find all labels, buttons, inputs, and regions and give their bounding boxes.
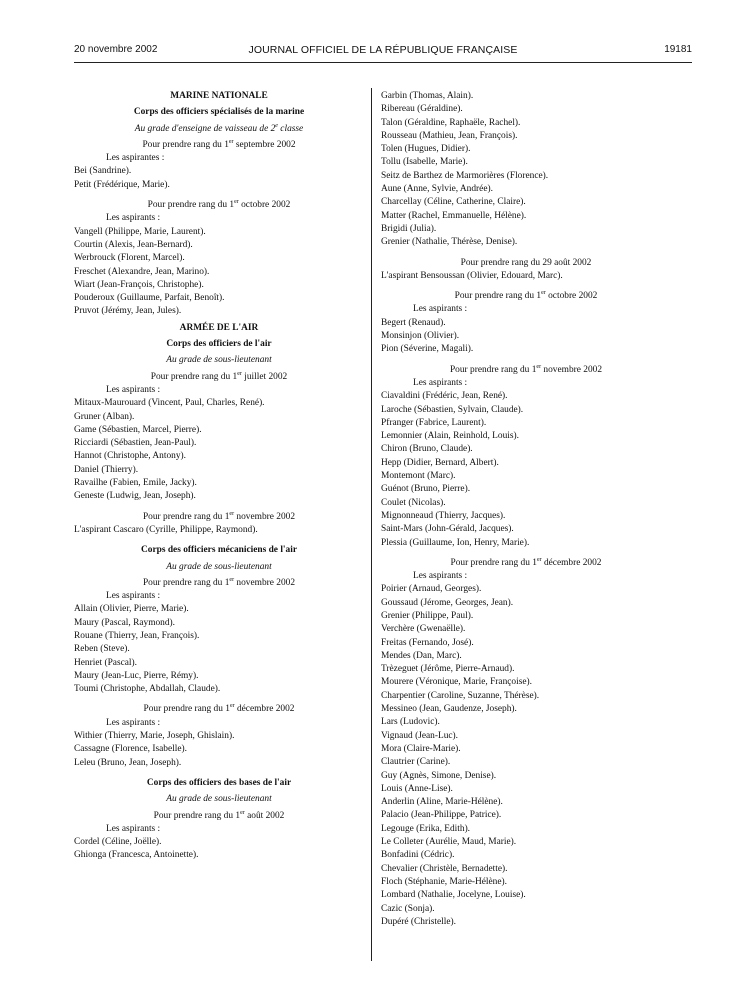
- list-item: Talon (Géraldine, Raphaële, Rachel).: [381, 117, 521, 128]
- list-item: Aune (Anne, Sylvie, Andrée).: [381, 184, 493, 195]
- rank-date-heading: Pour prendre rang du 1er septembre 2002: [142, 138, 296, 150]
- list-item: Lemonnier (Alain, Reinhold, Louis).: [381, 431, 519, 442]
- list-item: Leleu (Bruno, Jean, Joseph).: [74, 757, 182, 768]
- list-item: Ciavaldini (Frédéric, Jean, René).: [381, 391, 508, 402]
- list-item: Toumi (Christophe, Abdallah, Claude).: [74, 684, 221, 695]
- spacer: [74, 504, 364, 511]
- list-item: Withier (Thierry, Marie, Joseph, Ghislain).: [74, 731, 235, 742]
- journal-title: JOURNAL OFFICIEL DE LA RÉPUBLIQUE FRANÇAISE: [248, 44, 518, 56]
- group-label: Les aspirants :: [413, 571, 468, 582]
- list-item: Wiart (Jean-François, Christophe).: [74, 279, 204, 290]
- list-item: Pruvot (Jérémy, Jean, Jules).: [74, 306, 182, 317]
- list-item: Plessia (Guillaume, Ion, Henry, Marie).: [381, 537, 530, 548]
- list-item: Werbrouck (Florent, Marcel).: [74, 253, 185, 264]
- grade-heading: Au grade de sous-lieutenant: [166, 794, 272, 805]
- list-item: Lombard (Nathalie, Jocelyne, Louise).: [381, 890, 526, 901]
- list-item: Coulet (Nicolas).: [381, 497, 446, 508]
- list-item: Ghionga (Francesca, Antoinette).: [74, 850, 199, 861]
- list-item: Mendes (Dan, Marc).: [381, 650, 462, 661]
- list-item: Monsinjon (Olivier).: [381, 331, 460, 342]
- list-item: Messineo (Jean, Gaudenze, Joseph).: [381, 704, 517, 715]
- list-item: Ricciardi (Sébastien, Jean-Paul).: [74, 438, 197, 449]
- list-item: Verchère (Gwenaëlle).: [381, 624, 466, 635]
- grade-heading: Au grade de sous-lieutenant: [166, 355, 272, 366]
- list-item: Ravailhe (Fabien, Emile, Jacky).: [74, 478, 197, 489]
- group-label: Les aspirants :: [413, 304, 468, 315]
- group-label: Les aspirants :: [413, 377, 468, 388]
- page-header: [74, 44, 692, 58]
- list-item: Seitz de Barthez de Marmorières (Florence).: [381, 170, 549, 181]
- list-item: Laroche (Sébastien, Sylvain, Claude).: [381, 404, 524, 415]
- list-item: Charcellay (Céline, Catherine, Claire).: [381, 197, 526, 208]
- list-item: Clautrier (Carine).: [381, 757, 451, 768]
- list-item: Petit (Frédérique, Marie).: [74, 179, 170, 190]
- grade-heading: Au grade de sous-lieutenant: [166, 561, 272, 572]
- list-item: Charpentier (Caroline, Suzanne, Thérèse).: [381, 690, 540, 701]
- list-item: Brigidi (Julia).: [381, 223, 437, 234]
- list-item: Mignonneaud (Thierry, Jacques).: [381, 510, 506, 521]
- spacer: [381, 550, 671, 557]
- group-label: Les aspirants :: [106, 384, 161, 395]
- list-item: Saint-Mars (John-Gérald, Jacques).: [381, 524, 514, 535]
- list-item: Daniel (Thierry).: [74, 464, 139, 475]
- list-item: Cazic (Sonja).: [381, 903, 435, 914]
- list-item: Floch (Stéphanie, Marie-Hélène).: [381, 876, 507, 887]
- list-item: Tollu (Isabelle, Marie).: [381, 157, 468, 168]
- list-item: Hepp (Didier, Bernard, Albert).: [381, 457, 499, 468]
- rank-date-heading: Pour prendre rang du 1er novembre 2002: [449, 363, 603, 375]
- rank-date-heading: Pour prendre rang du 1er décembre 2002: [450, 556, 602, 568]
- list-item: Allain (Olivier, Pierre, Marie).: [74, 604, 189, 615]
- list-item: Legouge (Erika, Edith).: [381, 823, 471, 834]
- list-item: Poirier (Arnaud, Georges).: [381, 584, 482, 595]
- list-item: Pfranger (Fabrice, Laurent).: [381, 417, 487, 428]
- list-item: L'aspirant Cascaro (Cyrille, Philippe, Raymond).: [74, 524, 258, 535]
- spacer: [381, 283, 671, 290]
- list-item: Gruner (Alban).: [74, 411, 135, 422]
- group-label: Les aspirants :: [106, 213, 161, 224]
- list-item: Guénot (Bruno, Pierre).: [381, 484, 471, 495]
- list-item: Guy (Agnès, Simone, Denise).: [381, 770, 497, 781]
- list-item: Rouane (Thierry, Jean, François).: [74, 630, 200, 641]
- list-item: Game (Sébastien, Marcel, Pierre).: [74, 424, 202, 435]
- list-item: Freschet (Alexandre, Jean, Marino).: [74, 266, 210, 277]
- rank-date-heading: Pour prendre rang du 1er juillet 2002: [150, 370, 288, 382]
- list-item: Dupéré (Christelle).: [381, 916, 456, 927]
- list-item: Cassagne (Florence, Isabelle).: [74, 744, 187, 755]
- list-item: Ribereau (Géraldine).: [381, 104, 463, 115]
- left-column: [74, 90, 364, 863]
- list-item: Hannot (Christophe, Antony).: [74, 451, 186, 462]
- spacer: [74, 770, 364, 777]
- list-item: Rousseau (Mathieu, Jean, François).: [381, 130, 518, 141]
- list-item: Cordel (Céline, Joëlle).: [74, 837, 162, 848]
- group-label: Les aspirantes :: [106, 153, 165, 164]
- list-item: Chevalier (Christèle, Bernadette).: [381, 863, 508, 874]
- list-item: Begert (Renaud).: [381, 317, 446, 328]
- list-item: Freitas (Fernando, José).: [381, 637, 474, 648]
- section-heading: Corps des officiers des bases de l'air: [146, 777, 292, 788]
- list-item: Maury (Jean-Luc, Pierre, Rémy).: [74, 670, 199, 681]
- list-item: Geneste (Ludwig, Jean, Joseph).: [74, 491, 196, 502]
- list-item: Goussaud (Jérome, Georges, Jean).: [381, 597, 514, 608]
- list-item: Chiron (Bruno, Claude).: [381, 444, 473, 455]
- list-item: Henriet (Pascal).: [74, 657, 137, 668]
- grade-heading: Au grade d'enseigne de vaisseau de 2e classe: [134, 122, 304, 134]
- list-item: Grenier (Nathalie, Thérèse, Denise).: [381, 237, 518, 248]
- list-item: Matter (Rachel, Emmanuelle, Hélène).: [381, 210, 527, 221]
- list-item: Bonfadini (Cédric).: [381, 850, 455, 861]
- list-item: Garbin (Thomas, Alain).: [381, 91, 474, 101]
- list-item: Pouderoux (Guillaume, Parfait, Benoît).: [74, 293, 225, 304]
- header-date: 20 novembre 2002: [74, 44, 158, 55]
- list-item: Mora (Claire-Marie).: [381, 743, 461, 754]
- list-item: Le Colleter (Aurélie, Maud, Marie).: [381, 837, 517, 848]
- page-number: 19181: [664, 44, 692, 55]
- list-item: Grenier (Philippe, Paul).: [381, 610, 474, 621]
- group-label: Les aspirants :: [106, 717, 161, 728]
- section-heading: Corps des officiers spécialisés de la marine: [133, 107, 305, 118]
- list-item: Bei (Sandrine).: [74, 166, 132, 177]
- rank-date-heading: Pour prendre rang du 1er août 2002: [153, 809, 285, 821]
- group-label: Les aspirants :: [106, 823, 161, 834]
- list-item: Lars (Ludovic).: [381, 717, 440, 728]
- list-item: Trèzeguet (Jérôme, Pierre-Arnaud).: [381, 664, 515, 675]
- section-heading: Corps des officiers mécaniciens de l'air: [141, 545, 297, 556]
- column-divider: [371, 88, 372, 961]
- rank-date-heading: Pour prendre rang du 1er octobre 2002: [454, 290, 598, 302]
- list-item: L'aspirant Bensoussan (Olivier, Edouard, Marc).: [381, 270, 563, 281]
- group-label: Les aspirants :: [106, 591, 161, 602]
- spacer: [381, 250, 671, 257]
- spacer: [74, 537, 364, 544]
- spacer: [381, 357, 671, 364]
- section-heading: MARINE NATIONALE: [170, 91, 268, 101]
- list-item: Maury (Pascal, Raymond).: [74, 617, 176, 628]
- list-item: Tolen (Hugues, Didier).: [381, 144, 471, 155]
- rank-date-heading: Pour prendre rang du 1er novembre 2002: [142, 510, 296, 522]
- rank-date-heading: Pour prendre rang du 29 août 2002: [460, 257, 592, 268]
- list-item: Palacio (Jean-Philippe, Patrice).: [381, 810, 502, 821]
- list-item: Louis (Anne-Lise).: [381, 783, 453, 794]
- spacer: [74, 192, 364, 199]
- list-item: Courtin (Alexis, Jean-Bernard).: [74, 239, 193, 250]
- list-item: Mourere (Véronique, Marie, Françoise).: [381, 677, 532, 688]
- list-item: Vignaud (Jean-Luc).: [381, 730, 459, 741]
- section-heading: ARMÉE DE L'AIR: [179, 322, 259, 333]
- list-item: Vangell (Philippe, Marie, Laurent).: [74, 226, 206, 237]
- rank-date-heading: Pour prendre rang du 1er octobre 2002: [147, 198, 291, 211]
- right-column: [381, 90, 671, 929]
- rank-date-heading: Pour prendre rang du 1er novembre 2002: [142, 576, 296, 588]
- section-heading: Corps des officiers de l'air: [166, 339, 272, 350]
- rank-date-heading: Pour prendre rang du 1er décembre 2002: [143, 703, 295, 715]
- list-item: Montemont (Marc).: [381, 471, 456, 482]
- spacer: [74, 696, 364, 703]
- list-item: Reben (Steve).: [74, 644, 130, 655]
- list-item: Pion (Séverine, Magali).: [381, 344, 474, 355]
- header-rule: [74, 62, 692, 63]
- list-item: Mitaux-Maurouard (Vincent, Paul, Charles, René).: [74, 398, 265, 409]
- list-item: Anderlin (Aline, Marie-Hélène).: [381, 797, 503, 808]
